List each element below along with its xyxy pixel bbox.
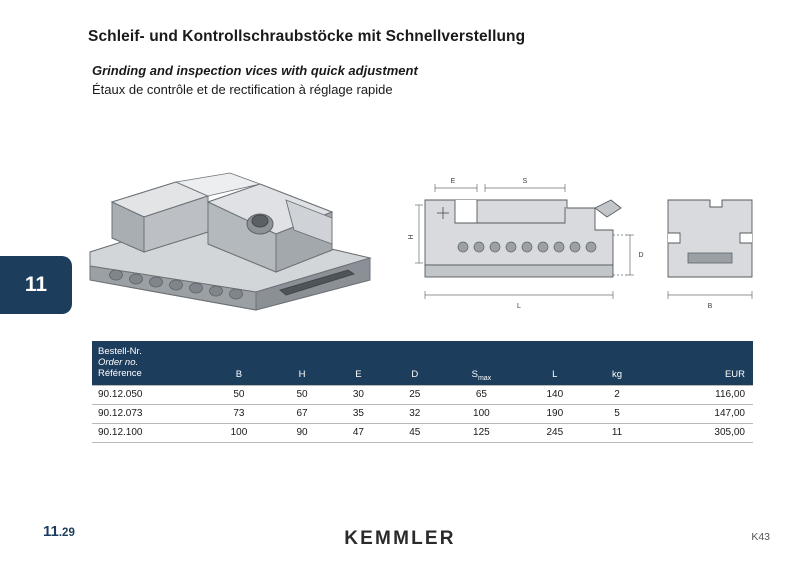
col-header-L: L (520, 341, 590, 385)
spec-table-body (92, 385, 753, 442)
footer-code: K43 (751, 531, 770, 543)
cell-E: 35 (330, 404, 386, 423)
dim-label-S: S (522, 178, 528, 185)
cell-H: 67 (274, 404, 330, 423)
cell-E: 47 (330, 423, 386, 442)
product-photo (80, 140, 380, 315)
spec-table-head (92, 341, 753, 385)
col-header-order-no: Bestell-Nr. Order no. Référence (92, 341, 204, 385)
cell-order-no: 90.12.100 (92, 423, 204, 442)
cell-kg: 2 (590, 385, 645, 404)
technical-drawing-side-view (408, 175, 650, 310)
cell-H: 50 (274, 385, 330, 404)
cell-Smax: 100 (443, 404, 520, 423)
col-header-Smax: $S_{max}$ (443, 341, 520, 385)
dim-label-D: D (638, 252, 644, 259)
col-header-kg: kg (590, 341, 645, 385)
dim-label-H: H (408, 234, 415, 240)
footer-brand-logo: KEMMLER (344, 528, 456, 549)
cell-kg: 5 (590, 404, 645, 423)
dim-label-L: L (517, 303, 521, 310)
footer-page-minor: .29 (58, 527, 75, 539)
cell-order-no: 90.12.073 (92, 404, 204, 423)
cell-B: 50 (204, 385, 274, 404)
col-header-E: E (330, 341, 386, 385)
col-header-B: B (204, 341, 274, 385)
cell-D: 25 (387, 385, 443, 404)
cell-L: 190 (520, 404, 590, 423)
front-view-svg (660, 175, 765, 310)
table-header-row (92, 341, 753, 385)
dim-label-E: E (450, 178, 456, 185)
cell-E: 30 (330, 385, 386, 404)
specification-table (92, 341, 753, 443)
cell-price: 116,00 (644, 385, 753, 404)
cell-B: 100 (204, 423, 274, 442)
cell-Smax: 65 (443, 385, 520, 404)
dim-label-B: B (707, 303, 713, 310)
cell-L: 245 (520, 423, 590, 442)
chapter-tab (0, 256, 72, 314)
cell-D: 32 (387, 404, 443, 423)
page-title-en: Grinding and inspection vices with quick adjustment (92, 63, 418, 78)
cell-price: 305,00 (644, 423, 753, 442)
col-header-H: H (274, 341, 330, 385)
spec-table (92, 341, 753, 443)
product-photo-illustration (80, 140, 380, 315)
table-row[interactable] (92, 385, 753, 404)
col-header-D: D (387, 341, 443, 385)
side-view-svg (408, 175, 650, 310)
footer-page-major: 11 (43, 523, 59, 540)
cell-H: 90 (274, 423, 330, 442)
cell-price: 147,00 (644, 404, 753, 423)
technical-drawing-front-view (660, 175, 765, 310)
cell-D: 45 (387, 423, 443, 442)
table-row[interactable] (92, 404, 753, 423)
cell-kg: 11 (590, 423, 645, 442)
chapter-number: 11 (24, 273, 48, 296)
col-header-price: EUR (644, 341, 753, 385)
cell-L: 140 (520, 385, 590, 404)
cell-Smax: 125 (443, 423, 520, 442)
page-title-fr: Étaux de contrôle et de rectification à réglage rapide (92, 82, 393, 97)
cell-order-no: 90.12.050 (92, 385, 204, 404)
table-row[interactable] (92, 423, 753, 442)
cell-B: 73 (204, 404, 274, 423)
page-title-de: Schleif- und Kontrollschraubstöcke mit Schnellverstellung (88, 28, 526, 45)
